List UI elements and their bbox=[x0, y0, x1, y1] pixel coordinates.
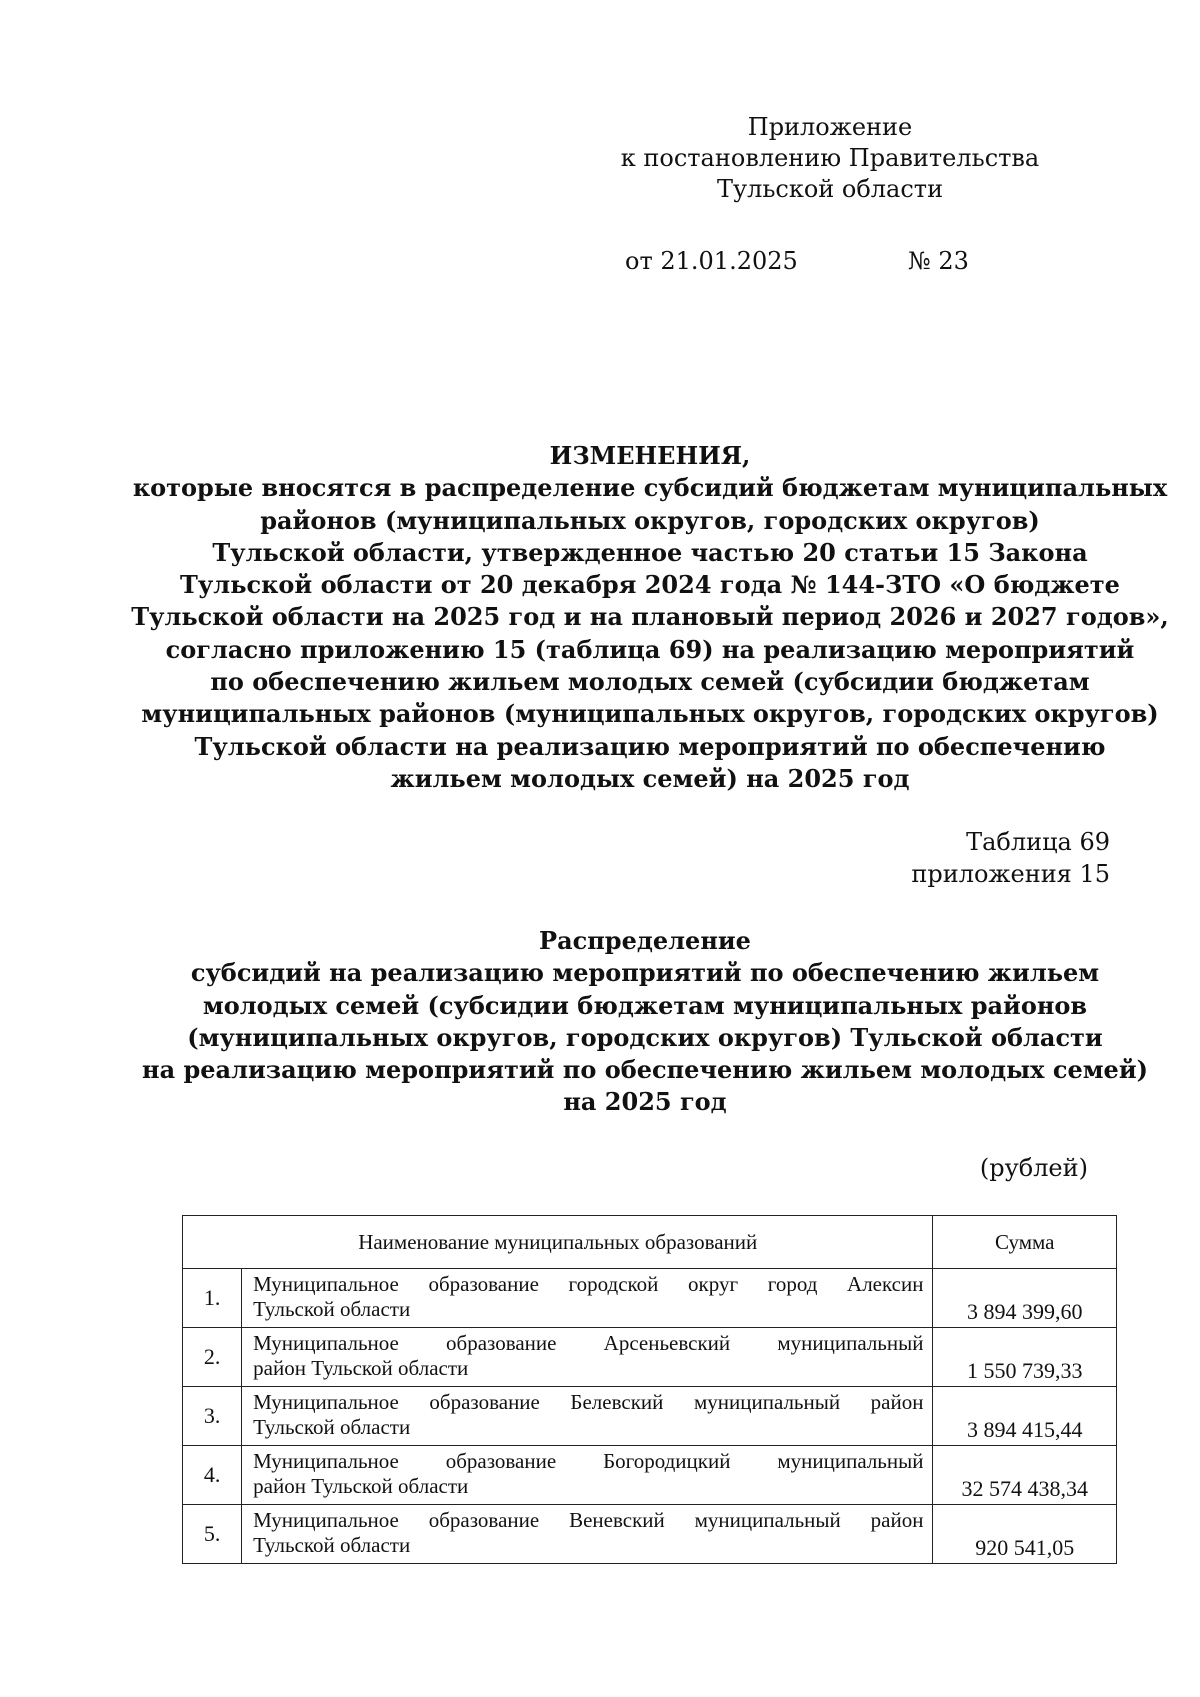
row-index: 5. bbox=[183, 1505, 242, 1564]
row-index: 4. bbox=[183, 1446, 242, 1505]
row-name bbox=[242, 1446, 933, 1505]
row-name-line2: район Тульской области bbox=[253, 1356, 469, 1380]
table-ref-line: Таблица 69 bbox=[966, 828, 1110, 856]
table-row bbox=[183, 1505, 1117, 1564]
heading-line: районов (муниципальных округов, городских округов) bbox=[260, 505, 1040, 535]
changes-heading bbox=[120, 440, 1180, 795]
row-name-line2: Тульской области bbox=[253, 1297, 411, 1321]
currency-unit: (рублей) bbox=[979, 1154, 1088, 1182]
distribution-heading bbox=[120, 925, 1170, 1119]
heading-line: Тульской области на 2025 год и на плановый период 2026 и 2027 годов», bbox=[131, 602, 1169, 632]
heading-line: муниципальных районов (муниципальных округов, городских округов) bbox=[141, 699, 1159, 729]
row-name-line1: Муниципальное образование Богородицкий муниципальный bbox=[253, 1449, 924, 1473]
distribution-line: молодых семей (субсидии бюджетам муниципальных районов bbox=[202, 990, 1088, 1020]
subsidy-table bbox=[182, 1215, 1117, 1564]
heading-line: Тульской области от 20 декабря 2024 года № 144-ЗТО «О бюджете bbox=[180, 570, 1120, 600]
heading-line: которые вносятся в распределение субсидий бюджетам муниципальных bbox=[132, 473, 1168, 503]
appendix-line: Приложение bbox=[747, 113, 913, 141]
distribution-title: Распределение bbox=[539, 926, 751, 955]
row-index: 1. bbox=[183, 1269, 242, 1328]
table-ref-line: приложения 15 bbox=[911, 860, 1110, 888]
row-name-line2: Тульской области bbox=[253, 1533, 411, 1557]
row-name bbox=[242, 1269, 933, 1328]
appendix-block bbox=[620, 112, 1040, 205]
table-row bbox=[183, 1387, 1117, 1446]
heading-title: ИЗМЕНЕНИЯ, bbox=[549, 441, 751, 470]
header-name: Наименование муниципальных образований bbox=[183, 1216, 933, 1269]
row-sum: 3 894 399,60 bbox=[933, 1269, 1117, 1328]
row-name-line1: Муниципальное образование городской округ город Алексин bbox=[253, 1272, 924, 1296]
row-sum: 32 574 438,34 bbox=[933, 1446, 1117, 1505]
header-sum: Сумма bbox=[933, 1216, 1117, 1269]
row-name-line1: Муниципальное образование Белевский муниципальный район bbox=[253, 1390, 924, 1414]
appendix-line: Тульской области bbox=[716, 175, 944, 203]
row-index: 2. bbox=[183, 1328, 242, 1387]
table-row bbox=[183, 1269, 1117, 1328]
heading-line: Тульской области на реализацию мероприятий по обеспечению bbox=[194, 731, 1106, 761]
resolution-date-number bbox=[625, 246, 969, 276]
resolution-number: № 23 bbox=[908, 247, 969, 275]
distribution-line: на реализацию мероприятий по обеспечению жильем молодых семей) bbox=[142, 1055, 1148, 1085]
row-name-line2: Тульской области bbox=[253, 1415, 411, 1439]
row-name-line1: Муниципальное образование Арсеньевский муниципальный bbox=[253, 1331, 924, 1355]
row-name bbox=[242, 1505, 933, 1564]
row-name-line2: район Тульской области bbox=[253, 1474, 469, 1498]
heading-line: согласно приложению 15 (таблица 69) на реализацию мероприятий bbox=[165, 634, 1135, 664]
heading-line: жильем молодых семей) на 2025 год bbox=[390, 763, 910, 793]
table-reference bbox=[911, 826, 1110, 890]
table-header-row bbox=[183, 1216, 1117, 1269]
distribution-line: на 2025 год bbox=[563, 1087, 727, 1117]
row-index: 3. bbox=[183, 1387, 242, 1446]
table-row bbox=[183, 1328, 1117, 1387]
distribution-line: (муниципальных округов, городских округов) Тульской области bbox=[187, 1022, 1103, 1052]
row-sum: 1 550 739,33 bbox=[933, 1328, 1117, 1387]
table-row bbox=[183, 1446, 1117, 1505]
row-name bbox=[242, 1387, 933, 1446]
row-sum: 920 541,05 bbox=[933, 1505, 1117, 1564]
heading-line: по обеспечению жильем молодых семей (субсидии бюджетам bbox=[210, 667, 1090, 697]
row-name bbox=[242, 1328, 933, 1387]
row-sum: 3 894 415,44 bbox=[933, 1387, 1117, 1446]
heading-line: Тульской области, утвержденное частью 20 статьи 15 Закона bbox=[212, 537, 1088, 567]
row-name-line1: Муниципальное образование Веневский муниципальный район bbox=[253, 1508, 924, 1532]
appendix-line: к постановлению Правительства bbox=[620, 144, 1040, 172]
distribution-line: субсидий на реализацию мероприятий по обеспечению жильем bbox=[190, 958, 1100, 988]
resolution-date: от 21.01.2025 bbox=[625, 247, 798, 275]
